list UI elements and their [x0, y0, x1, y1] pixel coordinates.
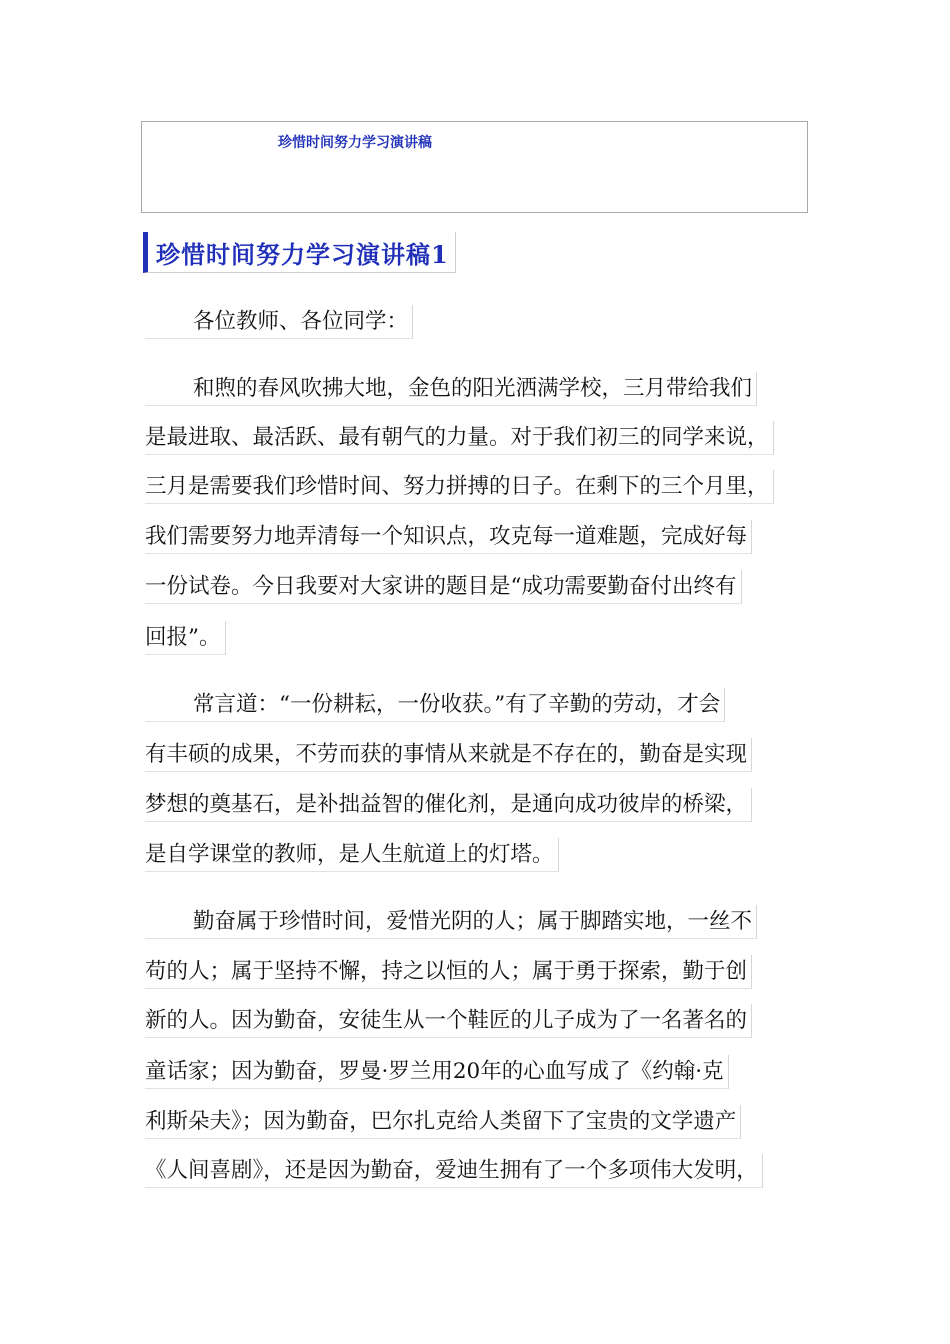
paragraph2-line: 是自学课堂的教师，是人生航道上的灯塔。 — [145, 838, 559, 872]
paragraph3-line: 童话家；因为勤奋，罗曼·罗兰用20年的心血写成了《约翰·克 — [145, 1055, 729, 1089]
paragraph1-line: 和煦的春风吹拂大地，金色的阳光洒满学校，三月带给我们 — [145, 372, 757, 406]
paragraph1-line: 我们需要努力地弄清每一个知识点，攻克每一道难题，完成好每 — [145, 520, 752, 554]
header-title: 珍惜时间努力学习演讲稿 — [278, 135, 432, 151]
paragraph2-line: 梦想的奠基石，是补拙益智的催化剂，是通向成功彼岸的桥梁， — [145, 788, 752, 822]
paragraph1-line: 是最进取、最活跃、最有朝气的力量。对于我们初三的同学来说， — [145, 421, 774, 455]
paragraph1-line: 回报”。 — [145, 621, 226, 655]
greeting-line: 各位教师、各位同学： — [145, 305, 413, 339]
paragraph3-line: 勤奋属于珍惜时间，爱惜光阴的人；属于脚踏实地，一丝不 — [145, 905, 757, 939]
paragraph3-line: 《人间喜剧》，还是因为勤奋，爱迪生拥有了一个多项伟大发明， — [145, 1154, 763, 1188]
paragraph1-line: 三月是需要我们珍惜时间、努力拼搏的日子。在剩下的三个月里， — [145, 470, 774, 504]
paragraph3-line: 苟的人；属于坚持不懈，持之以恒的人；属于勇于探索，勤于创 — [145, 955, 752, 989]
paragraph3-line: 新的人。因为勤奋，安徒生从一个鞋匠的儿子成为了一名著名的 — [145, 1004, 752, 1038]
paragraph1-line: 一份试卷。今日我要对大家讲的题目是“成功需要勤奋付出终有 — [145, 570, 742, 604]
paragraph3-line: 利斯朵夫》；因为勤奋，巴尔扎克给人类留下了宝贵的文学遗产 — [145, 1105, 741, 1139]
section-heading: 珍惜时间努力学习演讲稿1 — [143, 232, 456, 273]
document-header-box — [141, 121, 808, 213]
paragraph2-line: 常言道：“一份耕耘，一份收获。”有了辛勤的劳动，才会 — [145, 688, 725, 722]
paragraph2-line: 有丰硕的成果，不劳而获的事情从来就是不存在的，勤奋是实现 — [145, 738, 752, 772]
